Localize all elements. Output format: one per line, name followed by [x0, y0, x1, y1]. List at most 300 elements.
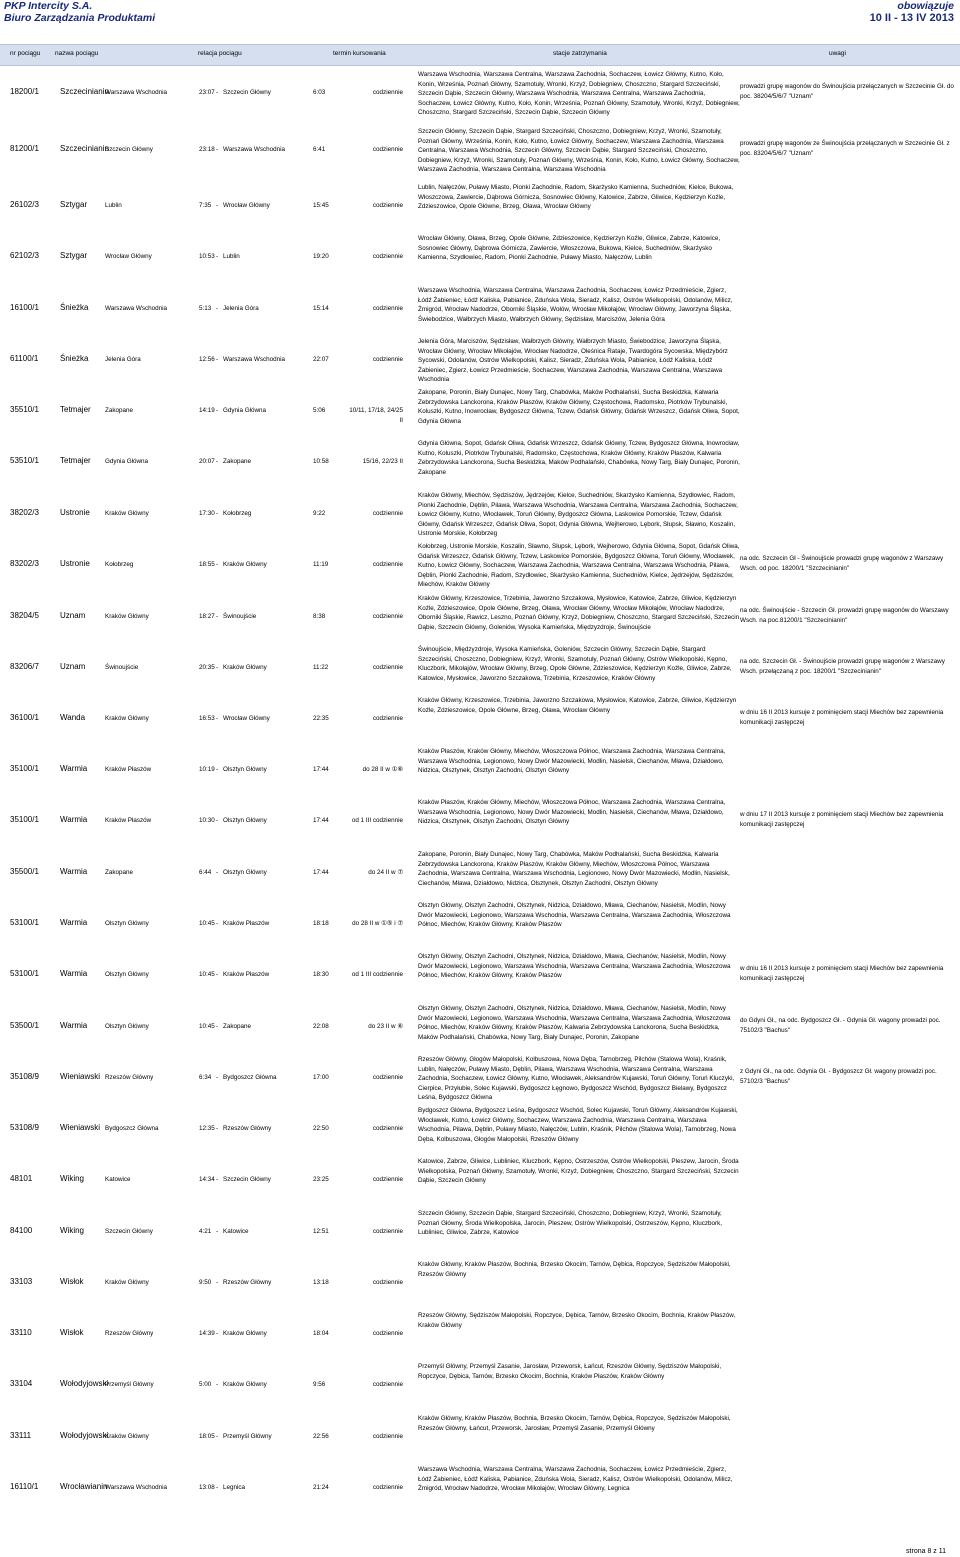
column-header-bar: [0, 44, 960, 66]
relation-from: Rzeszów Główny: [105, 1074, 154, 1081]
arrival-time: 6:03: [313, 89, 326, 96]
table-row: [0, 1207, 960, 1257]
stations-list: Kraków Główny, Kraków Płaszów, Bochnia, Brzesko Okocim, Tarnów, Dębica, Ropczyce, Sędziszów Małopolski, Rzeszów Główny: [418, 1261, 731, 1278]
relation-separator: -: [216, 1433, 219, 1440]
running-days: codziennie: [372, 1228, 403, 1235]
train-number: 35100/1: [10, 815, 39, 824]
table-row: [0, 848, 960, 898]
stations-list: Warszawa Wschodnia, Warszawa Centralna, Warszawa Zachodnia, Sochaczew, Łowicz Przedmieście, Zgierz, Łódź Żabieniec, Łódź Kaliska, Pabianice, Zduńska Wola, Sieradz, Kalisz, Ostrów Wielkopolski, Odolanów, Milicz, Żmigród, Wrocław Nadodrze, Oborniki Śląskie, Wołów, Wrocław Mikołajów, Wrocław Główny, Jaworzyna Śląska, Świebodzice, Wałbrzych Miasto, Wałbrzych Główny, Sędzisław, Marciszów, Jelenia Góra: [418, 287, 733, 323]
train-number: 35510/1: [10, 405, 39, 414]
relation-separator: -: [216, 1074, 219, 1081]
remarks: w dniu 17 II 2013 kursuje z pominięciem stacji Miechów bez zapewnienia komunikacji zastępczej: [740, 811, 944, 828]
train-name: Warmia: [60, 969, 88, 978]
table-row: [0, 284, 960, 334]
train-name: Ustronie: [60, 559, 90, 568]
stations-list: Kołobrzeg, Ustronie Morskie, Koszalin, Sławno, Słupsk, Lębork, Wejherowo, Gdynia Główna, Sopot, Gdańsk Oliwa, Gdańsk Wrzeszcz, Gdańsk Główny, Tczew, Laskowice Pomorskie, Bydgoszcz Główna, Toruń Główny, Włocławek, Kutno, Łowicz Główny, Sochaczew, Warszawa Zachodnia, Warszawa Centralna, Warszawa Wschodnia, Pilawa, Dęblin, Pionki Zachodnie, Radom, Szydłowiec, Skarżysko Kamienna, Suchedniów, Kielce, Jędrzejów, Sędziszów, Miechów, Kraków Główny: [418, 543, 740, 589]
departure-time: 13:08: [199, 1484, 215, 1491]
stations-list: Szczecin Główny, Szczecin Dąbie, Stargard Szczeciński, Choszczno, Dobiegniew, Krzyż, Wronki, Szamotuły, Poznań Główny, Środa Wielkopolska, Jarocin, Pleszew, Ostrów Wielkopolski, Ostrzeszów, Kępno, Kluczbork, Lubliniec, Gliwice, Zabrze, Katowice: [418, 1210, 723, 1237]
train-number: 53100/1: [10, 918, 39, 927]
arrival-time: 18:04: [313, 1330, 329, 1337]
relation-separator: -: [216, 1330, 219, 1337]
relation-separator: -: [216, 971, 219, 978]
departure-time: 14:34: [199, 1176, 215, 1183]
running-days: codziennie: [372, 89, 403, 96]
running-days: codziennie: [372, 1279, 403, 1286]
relation-to: Olsztyn Główny: [223, 869, 267, 876]
train-name: Warmia: [60, 918, 88, 927]
table-row: [0, 796, 960, 846]
arrival-time: 23:25: [313, 1176, 329, 1183]
train-number: 33104: [10, 1379, 33, 1388]
table-row: [0, 1360, 960, 1410]
departure-time: 16:53: [199, 715, 215, 722]
stations-list: Zakopane, Poronin, Biały Dunajec, Nowy Targ, Chabówka, Maków Podhalański, Sucha Beskidzka, Kalwaria Zebrzydowska Lanckorona, Kraków Płaszów, Kraków Główny, Miechów, Włoszczowa Północ, Warszawa Zachodnia, Warszawa Centralna, Warszawa Wschodnia, Legionowo, Nowy Dwór Mazowiecki, Modlin, Nasielsk, Ciechanów, Mława, Działdowo, Nidzica, Olsztynek, Olsztyn Zachodni, Olsztyn Główny: [418, 851, 730, 887]
relation-separator: -: [216, 356, 219, 363]
arrival-time: 22:08: [313, 1023, 329, 1030]
departure-time: 6:34: [199, 1074, 212, 1081]
train-name: Wanda: [60, 713, 86, 722]
arrival-time: 22:35: [313, 715, 329, 722]
table-row: [0, 1412, 960, 1462]
arrival-time: 15:45: [313, 202, 329, 209]
relation-separator: -: [216, 1125, 219, 1132]
train-number: 83206/7: [10, 662, 39, 671]
remarks: w dniu 16 II 2013 kursuje z pominięciem stacji Miechów bez zapewnienia komunikacji zastępczej: [740, 709, 944, 726]
running-days: do 28 II w ①⑥: [362, 766, 403, 773]
relation-to: Warszawa Wschodnia: [223, 146, 286, 153]
table-row: [0, 489, 960, 539]
relation-from: Gdynia Główna: [105, 458, 149, 465]
arrival-time: 18:18: [313, 920, 329, 927]
running-days: codziennie: [372, 1330, 403, 1337]
stations-list: Rzeszów Główny, Głogów Małopolski, Kolbuszowa, Nowa Dęba, Tarnobrzeg, Pilchów (Stalowa Wola), Kraśnik, Lublin, Nałęczów, Puławy Miasto, Dęblin, Pilawa, Warszawa Wschodnia, Warszawa Centralna, Warszawa Zachodnia, Sochaczew, Łowicz Główny, Kutno, Włocławek, Aleksandrów Kujawski, Toruń Główny, Toruń Kluczyki, Cierpice, Przyłubie, Solec Kujawski, Bydgoszcz Łęgnowo, Bydgoszcz Wschód, Bydgoszcz Bielawy, Bydgoszcz Leśna, Bydgoszcz Główna: [418, 1056, 735, 1102]
relation-to: Legnica: [223, 1484, 246, 1491]
train-number: 38204/5: [10, 611, 39, 620]
arrival-time: 10:58: [313, 458, 329, 465]
relation-separator: -: [216, 202, 219, 209]
stations-list: Przemyśl Główny, Przemyśl Zasanie, Jarosław, Przeworsk, Łańcut, Rzeszów Główny, Sędziszów Małopolski, Ropczyce, Dębica, Tarnów, Brzesko Okocim, Bochnia, Kraków Płaszów, Kraków Główny: [418, 1363, 722, 1380]
train-name: Śnieżka: [60, 303, 89, 312]
stations-list: Katowice, Zabrze, Gliwice, Lubliniec, Kluczbork, Kępno, Ostrzeszów, Ostrów Wielkopolski, Pleszew, Jarocin, Środa Wielkopolska, Poznań Główny, Szamotuły, Wronki, Krzyż, Dobiegniew, Choszczno, Stargard Szczeciński, Szczecin Dąbie, Szczecin Główny: [418, 1158, 739, 1185]
train-name: Uznam: [60, 662, 86, 671]
relation-from: Przemyśl Główny: [105, 1381, 154, 1388]
relation-from: Olsztyn Główny: [105, 1023, 149, 1030]
running-days: do 24 II w ⑦: [368, 869, 403, 876]
stations-list: Warszawa Wschodnia, Warszawa Centralna, Warszawa Zachodnia, Sochaczew, Łowicz Główny, Kutno, Koło, Konin, Września, Poznań Główny, Szamotuły, Wronki, Krzyż, Dobiegniew, Choszczno, Stargard Szczeciński, Szczecin Dąbie, Szczecin Główny, Warszawa Wschodnia, Warszawa Centralna, Warszawa Zachodnia, Sochaczew, Łowicz Główny, Kutno, Koło, Konin, Września, Poznań Główny, Szamotuły, Wronki, Krzyż, Dobiegniew, Choszczno, Stargard Szczeciński, Szczecin Dąbie, Szczecin Główny: [418, 71, 740, 117]
stations-list: Rzeszów Główny, Sędziszów Małopolski, Ropczyce, Dębica, Tarnów, Brzesko Okocim, Bochnia, Kraków Płaszów, Kraków Główny: [418, 1312, 736, 1329]
train-name: Uznam: [60, 611, 86, 620]
running-days: do 28 II w ①⑤ i ⑦: [352, 920, 403, 927]
col-header-remarks: uwagi: [829, 50, 846, 57]
train-number: 53510/1: [10, 456, 39, 465]
relation-from: Kołobrzeg: [105, 561, 134, 568]
train-number: 33111: [10, 1431, 32, 1440]
relation-to: Zakopane: [223, 1023, 252, 1030]
running-days: codziennie: [372, 253, 403, 260]
train-number: 35108/9: [10, 1072, 39, 1081]
col-header-name: nazwa pociągu: [55, 50, 99, 57]
arrival-time: 12:51: [313, 1228, 329, 1235]
stations-list: Wrocław Główny, Oława, Brzeg, Opole Główne, Zdzieszowice, Kędzierzyn Koźle, Gliwice, Zabrze, Katowice, Sosnowiec Główny, Dąbrowa Górnicza, Zawiercie, Włoszczowa, Bukowa, Kielce, Suchedniów, Skarżysko Kamienna, Szydłowiec, Radom, Pionki Zachodnie, Puławy Miasto, Nałęczów, Lublin: [418, 235, 721, 262]
departure-time: 14:19: [199, 407, 215, 414]
relation-to: Wrocław Główny: [223, 715, 270, 722]
relation-separator: -: [216, 817, 219, 824]
train-name: Wieniawski: [60, 1123, 101, 1132]
relation-to: Lublin: [223, 253, 240, 260]
arrival-time: 15:14: [313, 305, 329, 312]
relation-to: Kraków Główny: [223, 561, 267, 568]
stations-list: Kraków Główny, Krzeszowice, Trzebinia, Jaworzno Szczakowa, Mysłowice, Katowice, Zabrze, Gliwice, Kędzierzyn Koźle, Zdzieszowice, Opole Główne, Brzeg, Oława, Wrocław Główny: [418, 697, 737, 714]
table-row: [0, 232, 960, 282]
relation-from: Rzeszów Główny: [105, 1330, 154, 1337]
relation-to: Przemyśl Główny: [223, 1433, 272, 1440]
train-number: 48101: [10, 1174, 33, 1183]
table-row: [0, 950, 960, 1000]
stations-list: Olsztyn Główny, Olsztyn Zachodni, Olsztynek, Nidzica, Działdowo, Mława, Ciechanów, Nasielsk, Modlin, Nowy Dwór Mazowiecki, Legionowo, Warszawa Wschodnia, Warszawa Centralna, Warszawa Zachodnia, Włoszczowa Północ, Miechów, Kraków Główny, Kraków Płaszów, Kalwaria Zebrzydowska Lanckorona, Sucha Beskidzka, Maków Podhalański, Chabówka, Nowy Targ, Biały Dunajec, Poronin, Zakopane: [418, 1005, 731, 1041]
relation-from: Warszawa Wschodnia: [105, 305, 168, 312]
relation-to: Kołobrzeg: [223, 510, 252, 517]
arrival-time: 22:07: [313, 356, 329, 363]
col-header-nr: nr pociągu: [10, 50, 41, 57]
departure-time: 6:44: [199, 869, 212, 876]
remarks: na odc. Szczecin Gł. - Świnoujście prowadzi grupę wagonów z Warszawy Wsch. przełączaną z poc. 18200/1 "Szczecinianin": [740, 658, 945, 675]
departure-time: 10:45: [199, 971, 215, 978]
relation-separator: -: [216, 715, 219, 722]
train-name: Tetmajer: [60, 456, 91, 465]
train-number: 62102/3: [10, 251, 39, 260]
train-name: Wisłok: [60, 1328, 84, 1337]
train-number: 26102/3: [10, 200, 39, 209]
relation-separator: -: [216, 613, 219, 620]
train-number: 38202/3: [10, 508, 39, 517]
stations-list: Gdynia Główna, Sopot, Gdańsk Oliwa, Gdańsk Wrzeszcz, Gdańsk Główny, Tczew, Bydgoszcz Główna, Inowrocław, Kutno, Koluszki, Piotrków Trybunalski, Radomsko, Częstochowa, Kraków Główny, Kraków Płaszów, Kalwaria Zebrzydowska Lanckorona, Sucha Beskidzka, Maków Podhalański, Chabówka, Nowy Targ, Biały Dunajec, Poronin, Zakopane: [418, 440, 740, 476]
remarks: w dniu 16 II 2013 kursuje z pominięciem stacji Miechów bez zapewnienia komunikacji zastępczej: [740, 965, 944, 982]
table-row: [0, 1309, 960, 1359]
departure-time: 20:07: [199, 458, 215, 465]
relation-from: Kraków Główny: [105, 1279, 149, 1286]
running-days: od 1 III codziennie: [351, 971, 403, 978]
col-header-relation: relacja pociągu: [198, 50, 242, 57]
arrival-time: 8:38: [313, 613, 326, 620]
running-days: codziennie: [372, 1433, 403, 1440]
page-header-right: [870, 0, 954, 24]
relation-separator: -: [216, 869, 219, 876]
stations-list: Lublin, Nałęczów, Puławy Miasto, Pionki Zachodnie, Radom, Skarżysko Kamienna, Suchedniów, Kielce, Bukowa, Włoszczowa, Zawiercie, Dąbrowa Górnicza, Sosnowiec Główny, Katowice, Zabrze, Gliwice, Kędzierzyn Koźle, Zdzieszowice, Opole Główne, Brzeg, Oława, Wrocław Główny: [418, 184, 734, 211]
train-name: Tetmajer: [60, 405, 91, 414]
running-days: codziennie: [372, 561, 403, 568]
table-row: [0, 335, 960, 385]
relation-separator: -: [216, 1176, 219, 1183]
stations-list: Jelenia Góra, Marciszów, Sędzisław, Wałbrzych Główny, Wałbrzych Miasto, Świebodzice, Jaworzyna Śląska, Wrocław Główny, Wrocław Mikołajów, Wrocław Nadodrze, Oleśnica Rataje, Twardogóra Sycowska, Międzybórz Sycowski, Odolanów, Ostrów Wielkopolski, Kalisz, Sieradz, Zduńska Wola, Pabianice, Łódź Kaliska, Łódź Żabieniec, Zgierz, Łowicz Przedmieście, Sochaczew, Warszawa Zachodnia, Warszawa Centralna, Warszawa Wschodnia: [418, 338, 728, 384]
relation-separator: -: [216, 146, 219, 153]
relation-separator: -: [216, 305, 219, 312]
train-name: Wrocławianin: [60, 1482, 108, 1491]
relation-to: Warszawa Wschodnia: [223, 356, 286, 363]
running-days: codziennie: [372, 305, 403, 312]
relation-separator: -: [216, 1279, 219, 1286]
stations-list: Bydgoszcz Główna, Bydgoszcz Leśna, Bydgoszcz Wschód, Solec Kujawski, Toruń Główny, Aleksandrów Kujawski, Włocławek, Kutno, Łowicz Główny, Sochaczew, Warszawa Zachodnia, Warszawa Centralna, Warszawa Wschodnia, Pilawa, Dęblin, Puławy Miasto, Nałęczów, Lublin, Kraśnik, Pilchów (Stalowa Wola), Tarnobrzeg, Nowa Dęba, Kolbuszowa, Głogów Małopolski, Rzeszów Główny: [418, 1107, 738, 1143]
arrival-time: 19:20: [313, 253, 329, 260]
relation-to: Katowice: [223, 1228, 249, 1235]
remarks: prowadzi grupę wagonów do Świnoujścia przełączanych w Szczecinie Gł. do poc. 38204/5/6/7 "Uznam": [740, 83, 954, 100]
relation-to: Zakopane: [223, 458, 252, 465]
relation-to: Kraków Główny: [223, 1330, 267, 1337]
train-number: 84100: [10, 1226, 33, 1235]
arrival-time: 22:56: [313, 1433, 329, 1440]
relation-separator: -: [216, 253, 219, 260]
relation-separator: -: [216, 664, 219, 671]
departure-time: 5:13: [199, 305, 212, 312]
relation-from: Katowice: [105, 1176, 131, 1183]
relation-separator: -: [216, 1023, 219, 1030]
relation-from: Kraków Płaszów: [105, 766, 152, 773]
relation-from: Kraków Główny: [105, 715, 149, 722]
train-number: 16100/1: [10, 303, 39, 312]
relation-from: Zakopane: [105, 869, 134, 876]
relation-to: Kraków Główny: [223, 1381, 267, 1388]
relation-separator: -: [216, 920, 219, 927]
table-row: [0, 1258, 960, 1308]
relation-separator: -: [216, 1484, 219, 1491]
relation-from: Wrocław Główny: [105, 253, 152, 260]
train-number: 35500/1: [10, 867, 39, 876]
departure-time: 18:55: [199, 561, 215, 568]
train-number: 53108/9: [10, 1123, 39, 1132]
train-name: Ustronie: [60, 508, 90, 517]
train-number: 18200/1: [10, 87, 39, 96]
relation-separator: -: [216, 89, 219, 96]
relation-to: Kraków Płaszów: [223, 971, 270, 978]
relation-to: Kraków Płaszów: [223, 920, 270, 927]
remarks: na odc. Świnoujście - Szczecin Gł. prowadzi grupę wagonów do Warszawy Wsch. na poc.81200/1 "Szczecinianin": [740, 607, 949, 624]
departure-time: 18:05: [199, 1433, 215, 1440]
relation-to: Wrocław Główny: [223, 202, 270, 209]
departure-time: 5:00: [199, 1381, 212, 1388]
train-number: 83202/3: [10, 559, 39, 568]
arrival-time: 17:44: [313, 766, 329, 773]
train-number: 53500/1: [10, 1021, 39, 1030]
arrival-time: 11:19: [313, 561, 329, 568]
running-days: codziennie: [372, 1484, 403, 1491]
train-name: Wiking: [60, 1174, 85, 1183]
running-days: codziennie: [372, 1125, 403, 1132]
arrival-time: 13:18: [313, 1279, 329, 1286]
train-number: 33110: [10, 1328, 32, 1337]
departure-time: 10:53: [199, 253, 215, 260]
relation-to: Świnoujście: [223, 613, 257, 620]
departure-time: 10:19: [199, 766, 215, 773]
running-days: 10/11, 17/18, 24/25 II: [349, 407, 403, 424]
remarks: prowadzi grupę wagonów ze Świnoujścia przełączanych w Szczecinie Gł. z poc. 83204/5/6/7 "Uznam": [740, 140, 950, 157]
stations-list: Olsztyn Główny, Olsztyn Zachodni, Olsztynek, Nidzica, Działdowo, Mława, Ciechanów, Nasielsk, Modlin, Nowy Dwór Mazowiecki, Legionowo, Warszawa Wschodnia, Warszawa Centralna, Warszawa Zachodnia, Włoszczowa Północ, Miechów, Kraków Główny, Kraków Płaszów: [418, 953, 731, 980]
table-row: [0, 592, 960, 642]
relation-from: Szczecin Główny: [105, 146, 153, 153]
relation-from: Warszawa Wschodnia: [105, 1484, 168, 1491]
table-row: [0, 540, 960, 590]
relation-to: Szczecin Główny: [223, 1176, 271, 1183]
departure-time: 7:35: [199, 202, 212, 209]
relation-from: Jelenia Góra: [105, 356, 141, 363]
table-row: [0, 1155, 960, 1205]
table-row: [0, 1104, 960, 1154]
relation-to: Szczecin Główny: [223, 89, 271, 96]
table-row: [0, 899, 960, 949]
office-name: Biuro Zarządzania Produktami: [4, 12, 156, 24]
train-name: Śnieżka: [60, 354, 89, 363]
train-number: 36100/1: [10, 713, 39, 722]
running-days: od 1 III codziennie: [351, 817, 403, 824]
train-name: Wieniawski: [60, 1072, 101, 1081]
running-days: codziennie: [372, 1176, 403, 1183]
relation-separator: -: [216, 458, 219, 465]
stations-list: Warszawa Wschodnia, Warszawa Centralna, Warszawa Zachodnia, Sochaczew, Łowicz Przedmieście, Zgierz, Łódź Żabieniec, Łódź Kaliska, Pabianice, Zduńska Wola, Sieradz, Kalisz, Ostrów Wielkopolski, Odolanów, Milicz, Żmigród, Wrocław Nadodrze, Wrocław Mikołajów, Wrocław Główny, Legnica: [418, 1466, 733, 1493]
stations-list: Zakopane, Poronin, Biały Dunajec, Nowy Targ, Chabówka, Maków Podhalański, Sucha Beskidzka, Kalwaria Zebrzydowska Lanckorona, Kraków Płaszów, Kraków Główny, Częstochowa, Radomsko, Piotrków Trybunalski, Koluszki, Kutno, Inowrocław, Bydgoszcz Główna, Tczew, Gdańsk Główny, Gdańsk Wrzeszcz, Gdańsk Oliwa, Sopot, Gdynia Główna: [418, 389, 740, 425]
col-header-term: termin kursowania: [333, 50, 386, 57]
relation-from: Kraków Główny: [105, 1433, 149, 1440]
running-days: do 23 II w ⑥: [368, 1023, 403, 1030]
table-row: [0, 643, 960, 693]
table-row: [0, 125, 960, 175]
train-name: Wołodyjowski: [60, 1431, 109, 1440]
col-header-stations: stacje zatrzymania: [553, 50, 607, 57]
running-days: codziennie: [372, 146, 403, 153]
train-number: 35100/1: [10, 764, 39, 773]
relation-to: Jelenia Góra: [223, 305, 259, 312]
train-name: Wołodyjowski: [60, 1379, 109, 1388]
stations-list: Szczecin Główny, Szczecin Dąbie, Stargard Szczeciński, Choszczno, Dobiegniew, Krzyż, Wronki, Szamotuły, Poznań Główny, Września, Konin, Koło, Kutno, Łowicz Główny, Sochaczew, Warszawa Zachodnia, Warszawa Centralna, Warszawa Wschodnia, Szczecin Główny, Szczecin Dąbie, Stargard Szczeciński, Choszczno, Dobiegniew, Krzyż, Wronki, Szamotuły, Poznań Główny, Września, Konin, Koło, Kutno, Łowicz Główny, Sochaczew, Warszawa Zachodnia, Warszawa Centralna, Warszawa Wschodnia: [418, 128, 740, 174]
table-row: [0, 1002, 960, 1052]
arrival-time: 6:41: [313, 146, 326, 153]
stations-list: Świnoujście, Międzyzdroje, Wysoka Kamieńska, Goleniów, Szczecin Główny, Szczecin Dąbie, Stargard Szczeciński, Choszczno, Dobiegniew, Krzyż, Wronki, Szamotuły, Poznań Główny, Ostrów Wielkopolski, Kępno, Kluczbork, Mikołajów, Wrocław Główny, Brzeg, Opole Główne, Zdzieszowice, Kędzierzyn Koźle, Gliwice, Zabrze, Katowice, Mysłowice, Jaworzno Szczakowa, Trzebinia, Krzeszowice, Kraków Główny: [418, 646, 732, 682]
running-days: codziennie: [372, 1074, 403, 1081]
stations-list: Kraków Główny, Krzeszowice, Trzebinia, Jaworzno Szczakowa, Mysłowice, Katowice, Zabrze, Gliwice, Kędzierzyn Koźle, Zdzieszowice, Opole Główne, Brzeg, Oława, Wrocław Główny, Wrocław Mikołajów, Wrocław Nadodrze, Oborniki Śląskie, Rawicz, Leszno, Poznań Główny, Krzyż, Dobiegniew, Choszczno, Stargard Szczeciński, Szczecin Dąbie, Szczecin Główny, Goleniów, Wysoka Kamieńska, Międzyzdroje, Świnoujście: [418, 595, 740, 631]
relation-from: Bydgoszcz Główna: [105, 1125, 159, 1132]
relation-from: Szczecin Główny: [105, 1228, 153, 1235]
stations-list: Olsztyn Główny, Olsztyn Zachodni, Olsztynek, Nidzica, Działdowo, Mława, Ciechanów, Nasielsk, Modlin, Nowy Dwór Mazowiecki, Legionowo, Warszawa Wschodnia, Warszawa Centralna, Warszawa Zachodnia, Włoszczowa Północ, Miechów, Kraków Główny, Kraków Płaszów: [418, 902, 731, 929]
arrival-time: 17:44: [313, 817, 329, 824]
departure-time: 9:50: [199, 1279, 212, 1286]
table-row: [0, 745, 960, 795]
departure-time: 23:07: [199, 89, 215, 96]
relation-separator: -: [216, 1228, 219, 1235]
train-name: Warmia: [60, 1021, 88, 1030]
running-days: codziennie: [372, 613, 403, 620]
running-days: 15/16, 22/23 II: [362, 458, 403, 465]
departure-time: 17:30: [199, 510, 215, 517]
train-name: Wiking: [60, 1226, 85, 1235]
departure-time: 18:27: [199, 613, 215, 620]
remarks: do Gdyni Gł., na odc. Bydgoszcz Gł. - Gdynia Gł. wagony prowadzi poc. 75102/3 "Bachus": [740, 1017, 941, 1034]
train-name: Warmia: [60, 764, 88, 773]
relation-to: Gdynia Główna: [223, 407, 267, 414]
relation-to: Olsztyn Główny: [223, 766, 267, 773]
page-number: strona 8 z 11: [906, 1548, 946, 1555]
train-name: Sztygar: [60, 251, 88, 260]
relation-from: Warszawa Wschodnia: [105, 89, 168, 96]
stations-list: Kraków Główny, Kraków Płaszów, Bochnia, Brzesko Okocim, Tarnów, Dębica, Ropczyce, Sędziszów Małopolski, Rzeszów Główny, Łańcut, Przeworsk, Jarosław, Przemyśl Zasanie, Przemyśl Główny: [418, 1415, 731, 1432]
running-days: codziennie: [372, 1381, 403, 1388]
train-number: 53100/1: [10, 969, 39, 978]
train-name: Szczecinianin: [60, 87, 109, 96]
train-number: 61100/1: [10, 354, 39, 363]
table-row: [0, 386, 960, 436]
table-row: [0, 68, 960, 118]
arrival-time: 18:30: [313, 971, 329, 978]
relation-from: Kraków Płaszów: [105, 817, 152, 824]
page-header-left: [4, 0, 155, 24]
relation-from: Zakopane: [105, 407, 134, 414]
arrival-time: 9:22: [313, 510, 326, 517]
departure-time: 10:30: [199, 817, 215, 824]
arrival-time: 22:50: [313, 1125, 329, 1132]
relation-separator: -: [216, 561, 219, 568]
valid-label: obowiązuje: [897, 0, 954, 12]
train-name: Wisłok: [60, 1277, 84, 1286]
arrival-time: 17:44: [313, 869, 329, 876]
company-name: PKP Intercity S.A.: [4, 0, 93, 12]
running-days: codziennie: [372, 510, 403, 517]
relation-to: Olsztyn Główny: [223, 817, 267, 824]
arrival-time: 21:24: [313, 1484, 329, 1491]
train-number: 81200/1: [10, 144, 39, 153]
valid-dates: 10 II - 13 IV 2013: [869, 12, 954, 24]
table-row: [0, 437, 960, 487]
remarks: na odc. Szczecin Gł - Świnoujście prowadzi grupę wagonów z Warszawy Wsch. od poc. 18200/1 "Szczecinianin": [740, 555, 944, 572]
relation-from: Lublin: [105, 202, 122, 209]
table-row: [0, 1463, 960, 1513]
departure-time: 10:45: [199, 1023, 215, 1030]
running-days: codziennie: [372, 356, 403, 363]
relation-from: Świnoujście: [105, 664, 139, 671]
train-number: 33103: [10, 1277, 33, 1286]
relation-from: Olsztyn Główny: [105, 971, 149, 978]
departure-time: 4:21: [199, 1228, 212, 1235]
relation-to: Rzeszów Główny: [223, 1279, 272, 1286]
arrival-time: 5:06: [313, 407, 326, 414]
departure-time: 12:35: [199, 1125, 215, 1132]
relation-from: Kraków Główny: [105, 613, 149, 620]
arrival-time: 17:00: [313, 1074, 329, 1081]
running-days: codziennie: [372, 202, 403, 209]
relation-separator: -: [216, 766, 219, 773]
departure-time: 10:45: [199, 920, 215, 927]
relation-to: Bydgoszcz Główna: [223, 1074, 277, 1081]
relation-from: Kraków Główny: [105, 510, 149, 517]
train-name: Warmia: [60, 867, 88, 876]
stations-list: Kraków Płaszów, Kraków Główny, Miechów, Włoszczowa Północ, Warszawa Zachodnia, Warszawa Centralna, Warszawa Wschodnia, Legionowo, Nowy Dwór Mazowiecki, Modlin, Nasielsk, Ciechanów, Mława, Działdowo, Nidzica, Olsztynek, Olsztyn Zachodni, Olsztyn Główny: [418, 799, 726, 826]
train-name: Szczecinianin: [60, 144, 109, 153]
train-number: 16110/1: [10, 1482, 39, 1491]
departure-time: 23:18: [199, 146, 215, 153]
arrival-time: 9:56: [313, 1381, 326, 1388]
relation-to: Kraków Główny: [223, 664, 267, 671]
relation-separator: -: [216, 407, 219, 414]
running-days: codziennie: [372, 664, 403, 671]
departure-time: 14:39: [199, 1330, 215, 1337]
relation-from: Olsztyn Główny: [105, 920, 149, 927]
running-days: codziennie: [372, 715, 403, 722]
relation-separator: -: [216, 1381, 219, 1388]
table-row: [0, 1053, 960, 1103]
arrival-time: 11:22: [313, 664, 329, 671]
train-name: Sztygar: [60, 200, 88, 209]
relation-separator: -: [216, 510, 219, 517]
stations-list: Kraków Płaszów, Kraków Główny, Miechów, Włoszczowa Północ, Warszawa Zachodnia, Warszawa Centralna, Warszawa Wschodnia, Legionowo, Nowy Dwór Mazowiecki, Modlin, Nasielsk, Ciechanów, Mława, Działdowo, Nidzica, Olsztynek, Olsztyn Zachodni, Olsztyn Główny: [418, 748, 726, 775]
stations-list: Kraków Główny, Miechów, Sędziszów, Jędrzejów, Kielce, Suchedniów, Skarżysko Kamienna, Szydłowiec, Radom, Pionki Zachodnie, Dęblin, Pilawa, Warszawa Wschodnia, Warszawa Centralna, Warszawa Zachodnia, Sochaczew, Łowicz Główny, Kutno, Włocławek, Toruń Główny, Bydgoszcz Główna, Laskowice Pomorskie, Tczew, Gdańsk Główny, Gdańsk Wrzeszcz, Gdańsk Oliwa, Sopot, Gdynia Główna, Wejherowo, Lębork, Słupsk, Sławno, Koszalin, Ustronie Morskie, Kołobrzeg: [418, 492, 738, 538]
remarks: z Gdyni Gł., na odc. Gdynia Gł. - Bydgoszcz Gł. wagony prowadzi poc. 57102/3 "Bachus": [740, 1068, 937, 1085]
table-row: [0, 181, 960, 231]
table-row: [0, 694, 960, 744]
